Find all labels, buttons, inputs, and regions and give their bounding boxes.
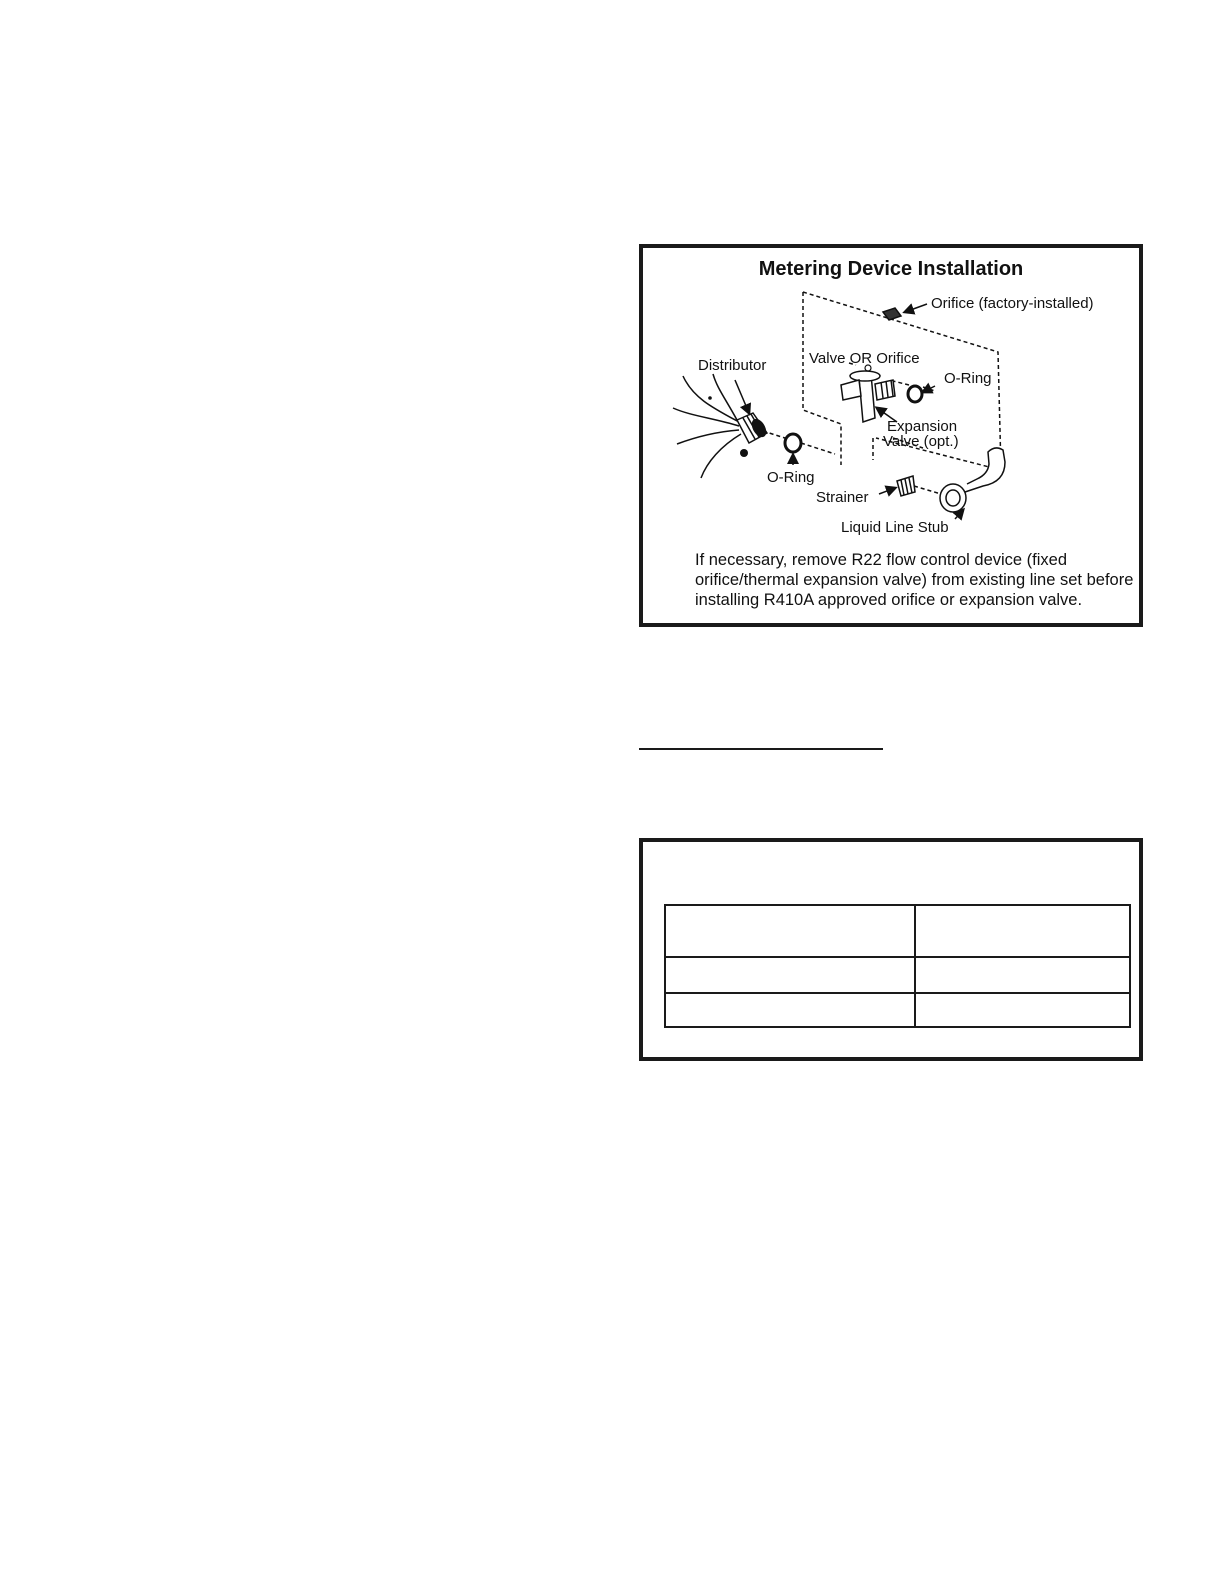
table-cell <box>665 957 915 993</box>
label-o-ring-right: O-Ring <box>944 370 992 387</box>
label-orifice-factory: Orifice (factory-installed) <box>931 295 1094 312</box>
label-distributor: Distributor <box>698 357 767 374</box>
table-row <box>665 905 1130 957</box>
table-cell <box>915 957 1130 993</box>
table-cell <box>915 905 1130 957</box>
table-box <box>639 838 1143 1061</box>
label-liquid-line-stub: Liquid Line Stub <box>841 519 949 536</box>
figure-title: Metering Device Installation <box>758 258 1024 280</box>
label-strainer: Strainer <box>816 489 869 506</box>
metering-device-figure <box>639 244 1143 627</box>
table-row <box>665 993 1130 1027</box>
table-cell <box>665 993 915 1027</box>
o-ring-right-part <box>908 386 922 402</box>
label-o-ring-left: O-Ring <box>767 469 815 486</box>
table-cell <box>665 905 915 957</box>
data-table <box>664 904 1131 1028</box>
strainer-part <box>897 476 915 496</box>
figure-caption: If necessary, remove R22 flow control device (fixed orifice/thermal expansion valve) from existing line set before installing R410A approved orifice or expansion valve. <box>695 551 1134 609</box>
label-expansion: Expansion <box>887 418 958 435</box>
table-cell <box>915 993 1130 1027</box>
label-valve-or-orifice: Valve OR Orifice <box>809 350 920 367</box>
table-row <box>665 957 1130 993</box>
o-ring-left-part <box>785 434 801 452</box>
section-heading-underline <box>639 748 883 750</box>
label-valve-opt: Valve (opt.) <box>883 433 959 450</box>
distributor-part <box>737 413 769 443</box>
